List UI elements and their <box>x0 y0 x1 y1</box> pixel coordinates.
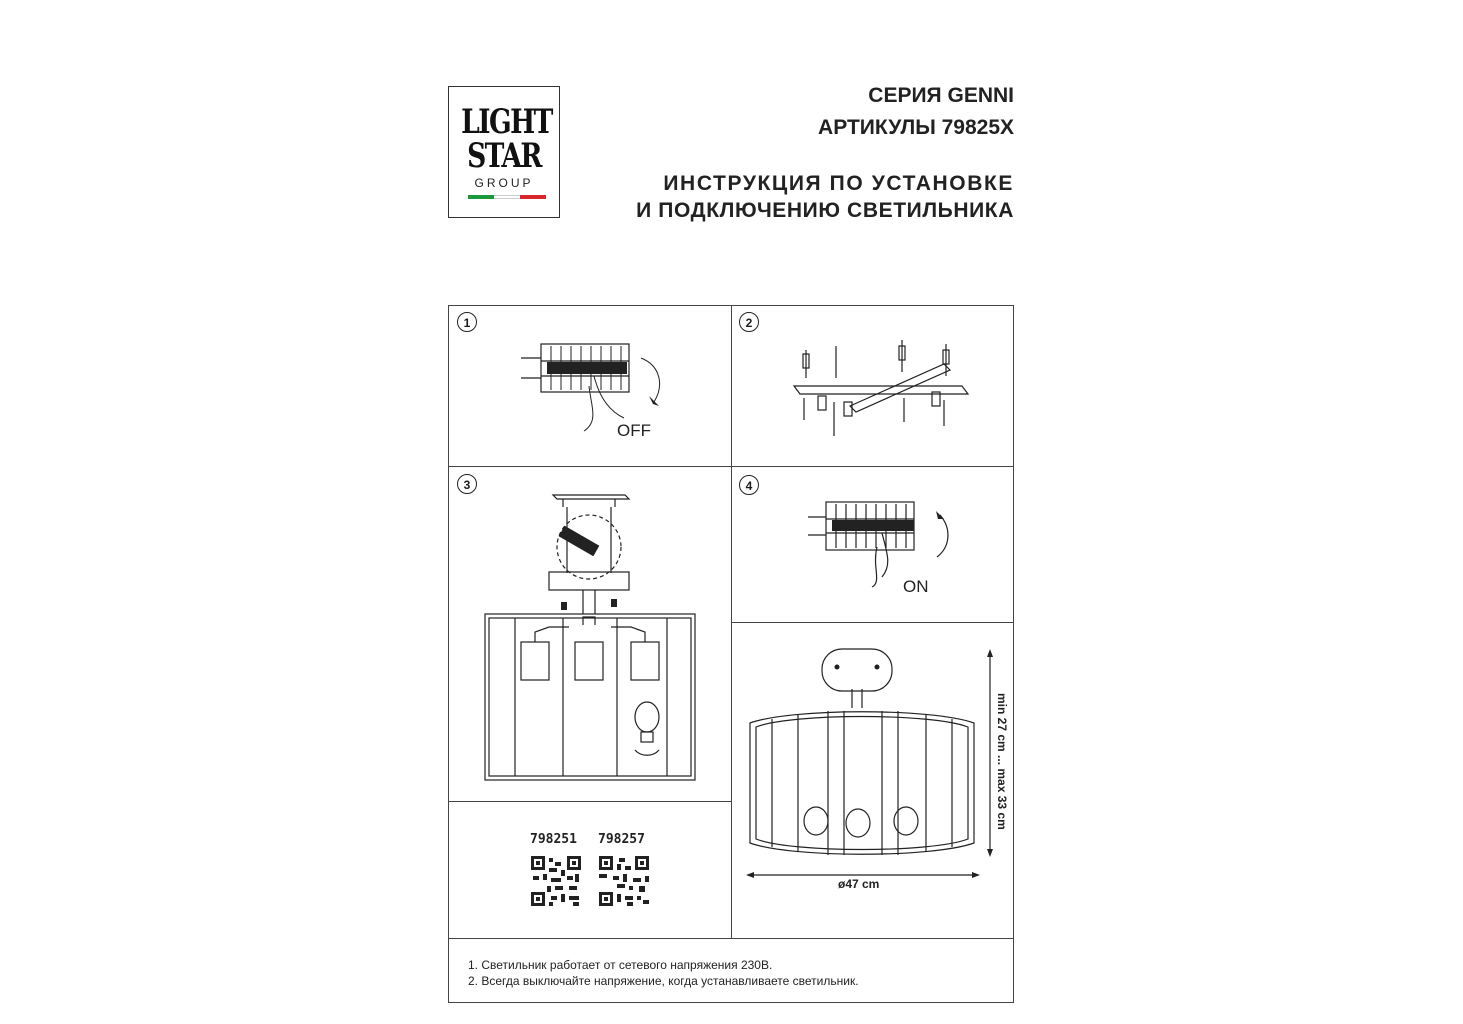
product-code-2: 798257 <box>598 832 645 847</box>
step-number-4: 4 <box>739 475 759 495</box>
brand-logo <box>448 86 560 218</box>
breaker-off-illustration <box>449 306 732 466</box>
series-title: СЕРИЯ GENNI <box>868 84 1014 107</box>
qr-code-icon <box>531 856 581 906</box>
diameter-dimension: ø47 cm <box>838 877 880 891</box>
note-1: 1. Светильник работает от сетевого напряжения 230В. <box>468 958 773 972</box>
on-label: ON <box>903 577 929 596</box>
mounting-bracket-illustration <box>732 306 1015 466</box>
height-dimension: min 27 cm ... max 33 cm <box>995 693 1009 830</box>
step-number-1: 1 <box>457 312 477 332</box>
instruction-title-line-1: ИНСТРУКЦИЯ ПО УСТАНОВКЕ <box>663 172 1014 195</box>
off-label: OFF <box>617 421 651 440</box>
assembly-illustration <box>449 467 732 801</box>
instruction-title-line-2: И ПОДКЛЮЧЕНИЮ СВЕТИЛЬНИКА <box>636 199 1014 222</box>
qr-code-icon <box>599 856 649 906</box>
grid-divider <box>449 938 1013 939</box>
note-2: 2. Всегда выключайте напряжение, когда устанавливаете светильник. <box>468 974 859 988</box>
italian-flag-icon <box>468 195 546 199</box>
articles-title: АРТИКУЛЫ 79825X <box>818 116 1014 139</box>
logo-line-3: GROUP <box>474 176 534 190</box>
step-number-3: 3 <box>457 474 477 494</box>
grid-divider <box>449 801 732 802</box>
product-code-1: 798251 <box>530 832 577 847</box>
instruction-grid <box>448 305 1014 1003</box>
step-number-2: 2 <box>739 312 759 332</box>
logo-line-2: STAR <box>467 136 541 176</box>
logo-line-1: LIGHT <box>461 102 552 142</box>
breaker-on-illustration <box>732 467 1015 622</box>
